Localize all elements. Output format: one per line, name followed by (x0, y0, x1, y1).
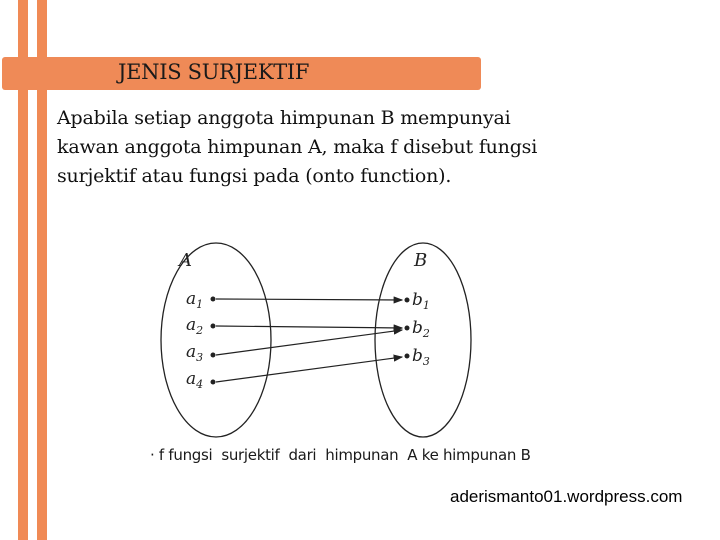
dot-a2 (211, 324, 216, 329)
element-b2: $b_2$ (412, 318, 430, 340)
set-b-label: B (414, 250, 428, 271)
dot-a4 (211, 380, 216, 385)
domain-elements (186, 289, 216, 391)
element-a2: $a_2$ (186, 315, 204, 337)
arrow-a2-b2 (216, 326, 402, 328)
element-a1: $a_1$ (186, 289, 204, 311)
codomain-elements (405, 290, 430, 368)
slide-title: JENIS SURJEKTIF (118, 60, 310, 84)
set-a-ellipse (161, 243, 271, 437)
diagram-caption: · f fungsi surjektif dari himpunan A ke himpunan B (150, 446, 531, 464)
element-b1: $b_1$ (412, 290, 430, 312)
dot-b1 (405, 298, 410, 303)
dot-a1 (211, 297, 216, 302)
mapping-arrows (216, 299, 402, 382)
source-credit: aderismanto01.wordpress.com (450, 487, 683, 506)
arrow-a4-b3 (216, 357, 402, 382)
element-a3: $a_3$ (186, 342, 204, 364)
element-a4: $a_4$ (186, 369, 204, 391)
arrow-a3-b2 (216, 330, 402, 355)
paragraph-line-2: kawan anggota himpunan A, maka f disebut fungsi (57, 136, 538, 158)
set-b-ellipse (375, 243, 471, 437)
dot-b3 (405, 354, 410, 359)
dot-b2 (405, 326, 410, 331)
dot-a3 (211, 353, 216, 358)
set-a-label: A (179, 250, 192, 271)
paragraph-line-3: surjektif atau fungsi pada (onto function). (57, 165, 452, 187)
arrow-a1-b1 (216, 299, 402, 300)
element-b3: $b_3$ (412, 346, 430, 368)
paragraph-line-1: Apabila setiap anggota himpunan B mempunyai (57, 107, 511, 129)
